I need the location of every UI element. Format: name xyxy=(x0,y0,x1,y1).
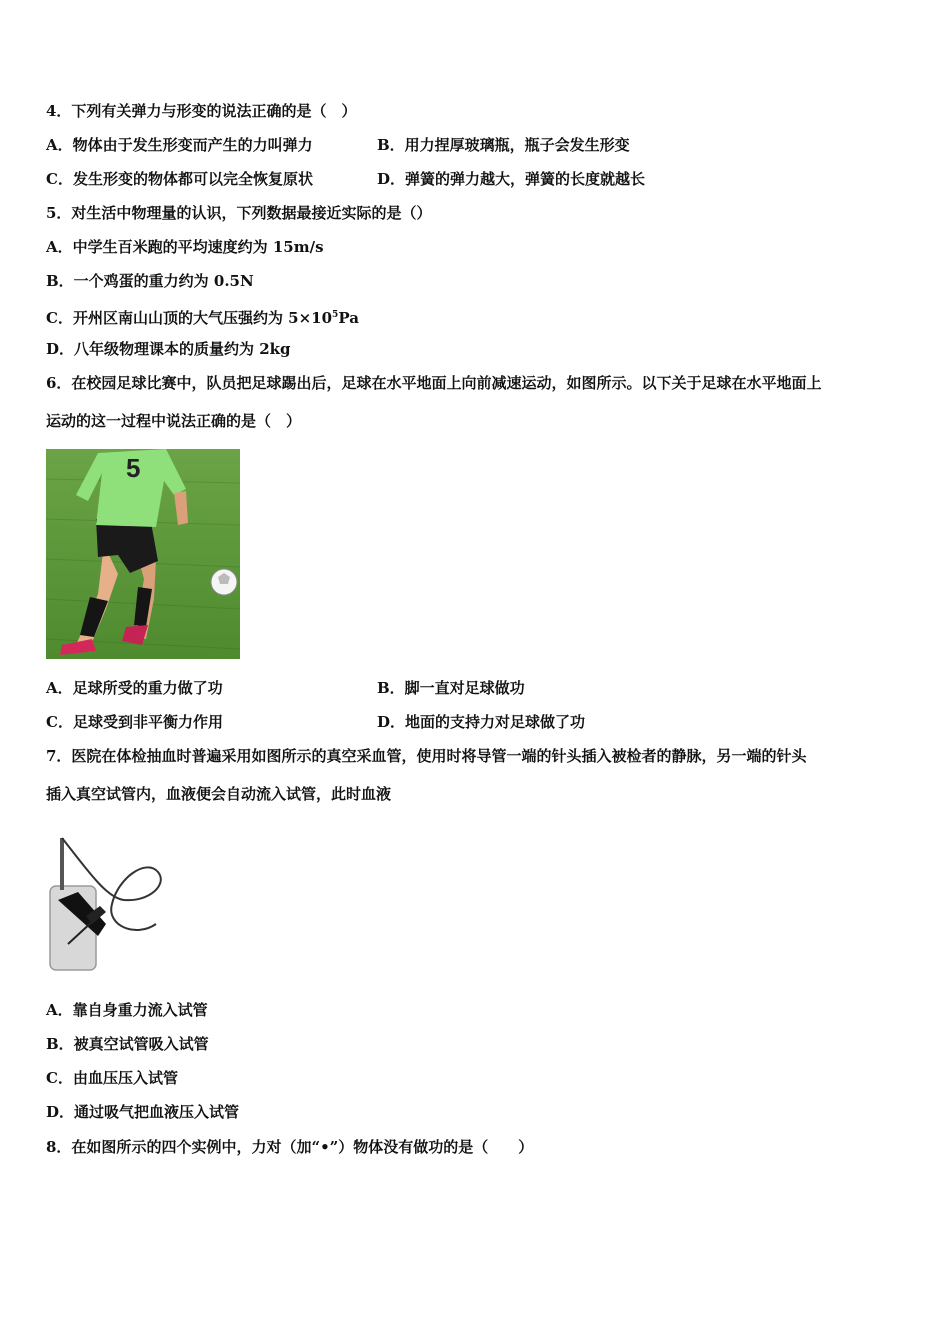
q5-option-c-exponent: 5 xyxy=(332,310,339,320)
jersey-number: 5 xyxy=(126,453,141,483)
soccer-photo-illustration xyxy=(46,449,240,659)
q5-option-d: D．八年级物理课本的质量约为 2kg xyxy=(46,340,291,358)
q6-option-c: C．足球受到非平衡力作用 xyxy=(46,713,223,731)
q6-option-d: D．地面的支持力对足球做了功 xyxy=(377,713,586,731)
soccer-photo xyxy=(46,449,240,659)
q5-option-c-unit: Pa xyxy=(338,309,359,327)
q5-option-c-text: C．开州区南山山顶的大气压强约为 5×10 xyxy=(46,309,333,327)
q7-option-a: A．靠自身重力流入试管 xyxy=(46,1001,208,1019)
q7-option-c: C．由血压压入试管 xyxy=(46,1069,178,1087)
q4-option-a: A．物体由于发生形变而产生的力叫弹力 xyxy=(46,136,313,154)
vacuum-blood-tube-illustration xyxy=(46,828,170,976)
needle-vertical xyxy=(60,838,64,890)
q4-option-c: C．发生形变的物体都可以完全恢复原状 xyxy=(46,170,313,188)
q4-option-d: D．弹簧的弹力越大，弹簧的长度就越长 xyxy=(377,170,646,188)
q6-stem-line1: 6．在校园足球比赛中，队员把足球踢出后，足球在水平地面上向前减速运动，如图所示。以下关于足球在水平地面上 xyxy=(46,374,822,392)
q7-option-d: D．通过吸气把血液压入试管 xyxy=(46,1103,240,1121)
q4-stem: 4．下列有关弹力与形变的说法正确的是（ ） xyxy=(46,102,357,120)
q6-stem-line2: 运动的这一过程中说法正确的是（ ） xyxy=(46,412,302,430)
q5-option-b: B．一个鸡蛋的重力约为 0.5N xyxy=(46,272,254,290)
q6-option-a: A．足球所受的重力做了功 xyxy=(46,679,223,697)
q5-option-a: A．中学生百米跑的平均速度约为 15m/s xyxy=(46,238,324,256)
q7-stem-line1: 7．医院在体检抽血时普遍采用如图所示的真空采血管，使用时将导管一端的针头插入被检者的静脉，另一端的针头 xyxy=(46,747,807,765)
q4-option-b: B．用力捏厚玻璃瓶，瓶子会发生形变 xyxy=(377,136,630,154)
q7-stem-line2: 插入真空试管内，血液便会自动流入试管，此时血液 xyxy=(46,785,392,803)
vacuum-blood-tube-figure xyxy=(46,828,170,976)
q8-stem: 8．在如图所示的四个实例中，力对（加“•”）物体没有做功的是（ ） xyxy=(46,1138,534,1156)
q5-option-c xyxy=(46,305,359,328)
q7-option-b: B．被真空试管吸入试管 xyxy=(46,1035,209,1053)
q5-stem: 5．对生活中物理量的认识，下列数据最接近实际的是（） xyxy=(46,204,432,222)
q6-option-b: B．脚一直对足球做功 xyxy=(377,679,525,697)
